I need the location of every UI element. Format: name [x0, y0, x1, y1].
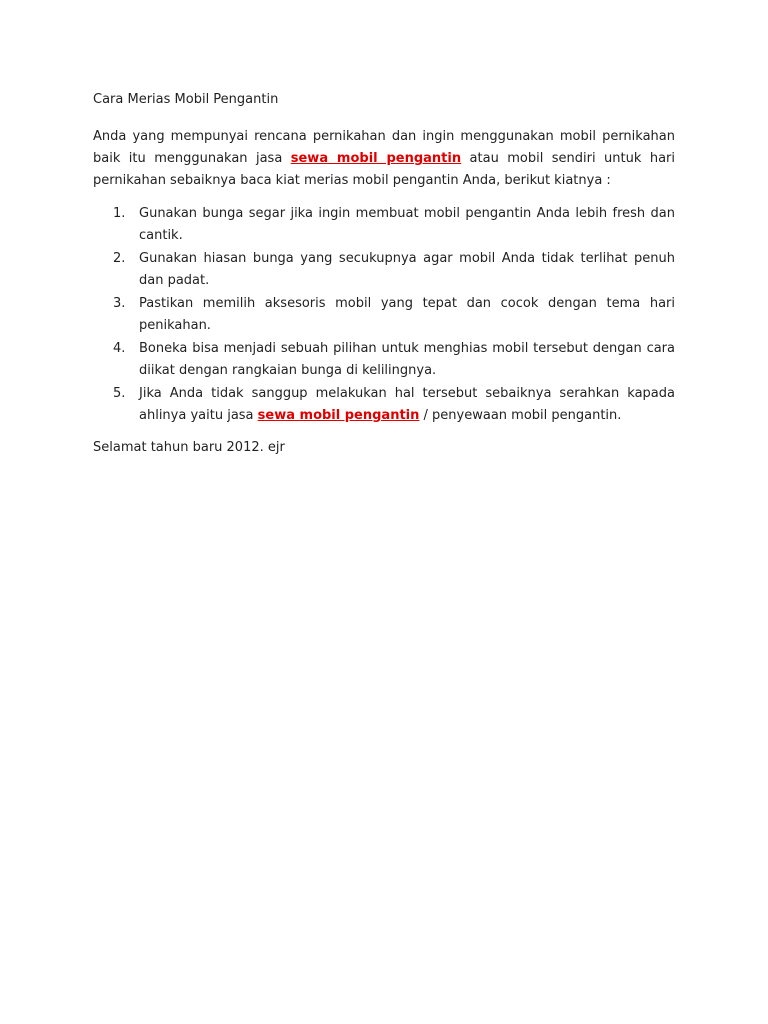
tip-text-after-link: / penyewaan mobil pengantin.: [419, 408, 622, 423]
tip-number: 4.: [113, 341, 126, 356]
tip-text: Gunakan hiasan bunga yang secukupnya agar mobil Anda tidak terlihat penuh dan padat.: [139, 251, 675, 288]
tip-item-2: [93, 248, 675, 292]
tip-item-1: [93, 203, 675, 247]
intro-paragraph: [93, 126, 675, 192]
tip-text: Gunakan bunga segar jika ingin membuat mobil pengantin Anda lebih fresh dan cantik.: [139, 206, 675, 243]
intro-text-after-link: atau mobil sendiri untuk hari pernikahan sebaiknya baca kiat merias mobil pengantin Anda, berikut kiatnya :: [93, 151, 675, 188]
tip-text-before-link: Jika Anda tidak sanggup melakukan hal tersebut sebaiknya serahkan kapada ahlinya yaitu jasa: [139, 386, 675, 423]
document-title: Cara Merias Mobil Pengantin: [93, 92, 279, 107]
intro-text-before-link: Anda yang mempunyai rencana pernikahan dan ingin menggunakan mobil pernikahan baik itu menggunakan jasa: [93, 129, 675, 166]
tip-item-5: [93, 383, 675, 427]
sewa-mobil-pengantin-link[interactable]: sewa mobil pengantin: [290, 151, 462, 166]
tip-item-3: [93, 293, 675, 337]
tip-text: Boneka bisa menjadi sebuah pilihan untuk menghias mobil tersebut dengan cara diikat dengan rangkaian bunga di kelilingnya.: [139, 341, 675, 378]
tip-number: 2.: [113, 251, 126, 266]
closing-line: Selamat tahun baru 2012. ejr: [93, 440, 285, 455]
tip-number: 5.: [113, 386, 126, 401]
sewa-mobil-pengantin-link-2[interactable]: sewa mobil pengantin: [257, 408, 420, 423]
tip-text: Pastikan memilih aksesoris mobil yang tepat dan cocok dengan tema hari penikahan.: [139, 296, 675, 333]
tip-number: 3.: [113, 296, 126, 311]
document-page: [93, 89, 675, 459]
tip-item-4: [93, 338, 675, 382]
tip-number: 1.: [113, 206, 126, 221]
tips-list: [93, 203, 675, 427]
